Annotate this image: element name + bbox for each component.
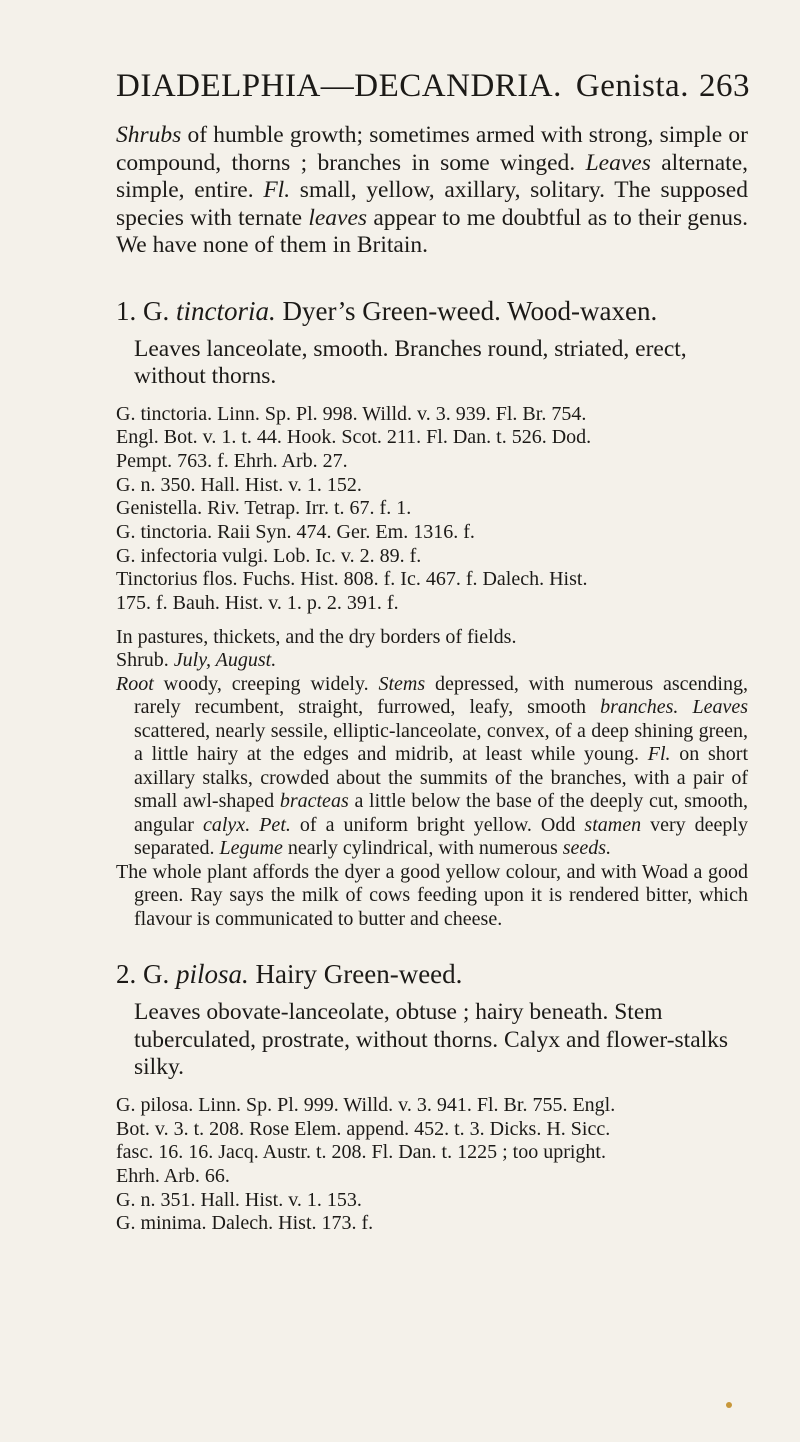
species-description: [116, 626, 748, 932]
synonym-line: G. tinctoria. Linn. Sp. Pl. 998. Willd. v. 3. 939. Fl. Br. 754.: [116, 402, 587, 425]
ink-spot: [726, 1402, 732, 1408]
synonym-list: [116, 1094, 748, 1236]
synonym-line: G. n. 350. Hall. Hist. v. 1. 152.: [116, 473, 362, 496]
synonym-line: Bot. v. 3. t. 208. Rose Elem. append. 452. t. 3. Dicks. H. Sicc.: [116, 1117, 611, 1140]
synonym-line: Pempt. 763. f. Ehrh. Arb. 27.: [116, 449, 348, 472]
habitat-text: In pastures, thickets, and the dry borders of fields.: [116, 625, 517, 648]
species-heading: 2. G. pilosa. Hairy Green-weed.: [116, 959, 463, 990]
page-content: [116, 122, 748, 1236]
duration-text: Shrub. July, August.: [116, 649, 277, 672]
header-genus: Genista.: [575, 68, 689, 104]
synonym-line: Tinctorius flos. Fuchs. Hist. 808. f. Ic. 467. f. Dalech. Hist.: [116, 568, 588, 591]
synonym-line: Engl. Bot. v. 1. t. 44. Hook. Scot. 211. Fl. Dan. t. 526. Dod.: [116, 426, 592, 449]
morphology-text: Root woody, creeping widely. Stems depressed, with numerous ascending, rarely recumbent, straight, furrowed, leafy, smooth branches. Leaves scattered, nearly sessile, elliptic-lanceolate, convex, of a deep shining green, a little hairy at the edges and midrib, at least while young. Fl. on short axillary stalks, crowded about the summits of the branches, with a pair of small awl-shaped bracteas a little below the base of the deeply cut, smooth, angular calyx. Pet. of a uniform bright yellow. Odd stamen very deeply separated. Legume nearly cylindrical, with numerous seeds.: [116, 672, 749, 860]
uses-text: The whole plant affords the dyer a good yellow colour, and with Woad a good green. Ray says the milk of cows feeding upon it is rendered bitter, which flavour is communicated to butter and cheese.: [116, 860, 748, 930]
synonym-line: G. tinctoria. Raii Syn. 474. Ger. Em. 1316. f.: [116, 521, 475, 544]
synonym-line: G. pilosa. Linn. Sp. Pl. 999. Willd. v. 3. 941. Fl. Br. 755. Engl.: [116, 1093, 616, 1116]
synonym-list: [116, 403, 748, 616]
synonym-line: G. n. 351. Hall. Hist. v. 1. 153.: [116, 1188, 362, 1211]
synonym-line: Genistella. Riv. Tetrap. Irr. t. 67. f. 1.: [116, 497, 412, 520]
header-title: DIADELPHIA—DECANDRIA.: [116, 68, 562, 104]
synonym-line: fasc. 16. 16. Jacq. Austr. t. 208. Fl. Dan. t. 1225 ; too upright.: [116, 1141, 606, 1164]
running-header: [116, 68, 750, 108]
species-heading: 1. G. tinctoria. Dyer’s Green-weed. Wood-waxen.: [116, 295, 658, 326]
synonym-line: Ehrh. Arb. 66.: [116, 1164, 230, 1187]
synonym-line: G. infectoria vulgi. Lob. Ic. v. 2. 89. f.: [116, 544, 422, 567]
genus-description: Shrubs of humble growth; sometimes armed with strong, simple or compound, thorns ; branches in some winged. Leaves alternate, simple, entire. Fl. small, yellow, axillary, solitary. The supposed species with ternate leaves appear to me doubtful as to their genus. We have none of them in Britain.: [116, 122, 748, 258]
page-number: 263: [699, 68, 750, 104]
species-diagnosis: Leaves lanceolate, smooth. Branches round, striated, erect, without thorns.: [134, 335, 687, 389]
species-diagnosis: Leaves obovate-lanceolate, obtuse ; hairy beneath. Stem tuberculated, prostrate, without thorns. Calyx and flower-stalks silky.: [134, 999, 729, 1081]
synonym-line: G. minima. Dalech. Hist. 173. f.: [116, 1212, 374, 1235]
synonym-line: 175. f. Bauh. Hist. v. 1. p. 2. 391. f.: [116, 592, 399, 615]
